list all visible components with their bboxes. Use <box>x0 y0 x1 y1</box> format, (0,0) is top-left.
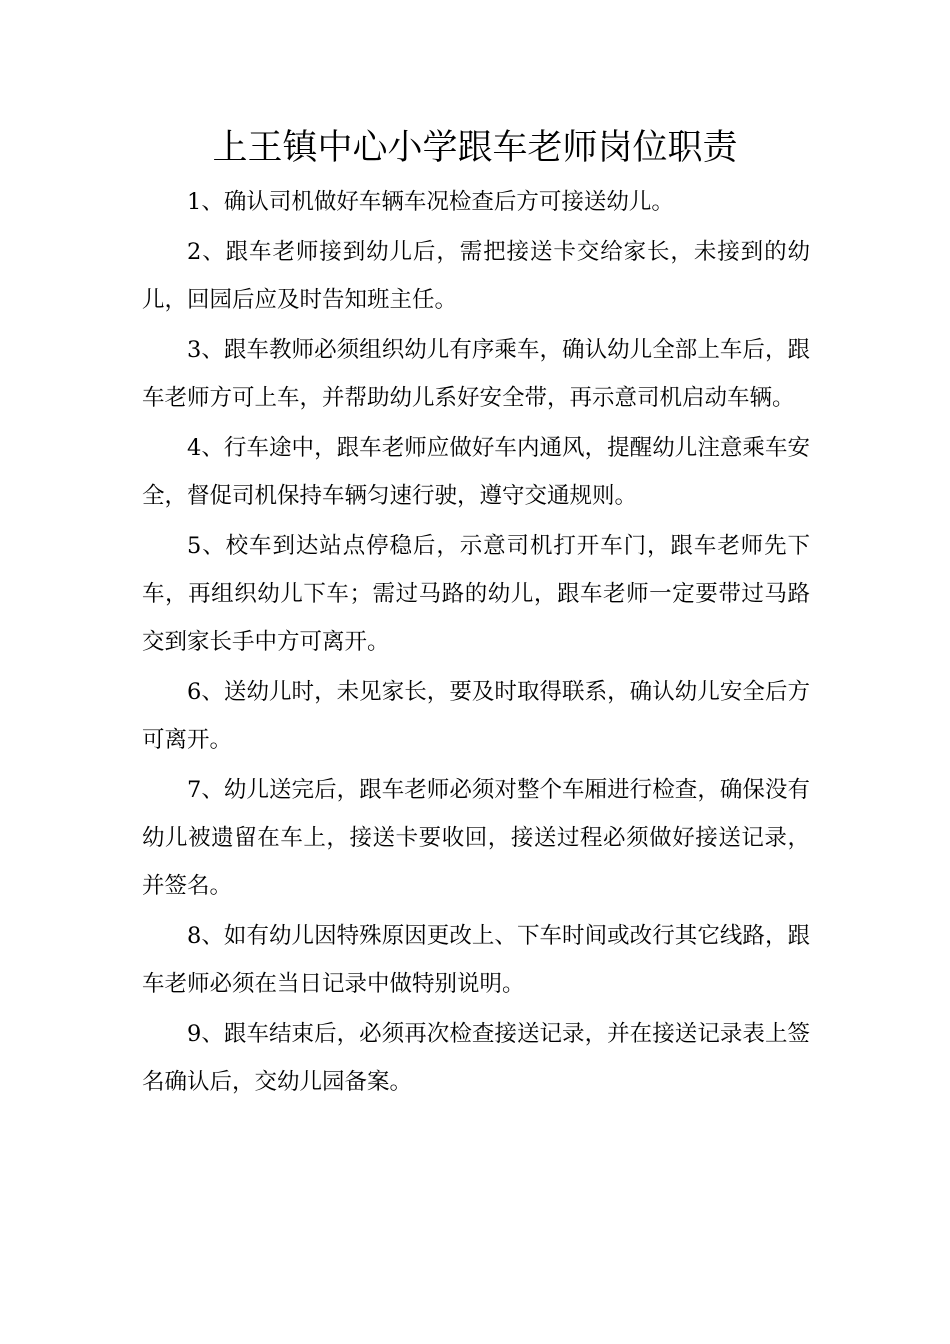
duty-item-8: 8、如有幼儿因特殊原因更改上、下车时间或改行其它线路，跟车老师必须在当日记录中做特别说明。 <box>142 923 810 997</box>
duty-item-7: 7、幼儿送完后，跟车老师必须对整个车厢进行检查，确保没有幼儿被遗留在车上，接送卡要收回，接送过程必须做好接送记录，并签名。 <box>142 777 810 899</box>
duty-item-4: 4、行车途中，跟车老师应做好车内通风，提醒幼儿注意乘车安全，督促司机保持车辆匀速行驶，遵守交通规则。 <box>142 435 810 509</box>
duty-item-2: 2、跟车老师接到幼儿后，需把接送卡交给家长，未接到的幼儿，回园后应及时告知班主任。 <box>142 239 810 313</box>
duty-list <box>142 178 810 1108</box>
duty-item-6: 6、送幼儿时，未见家长，要及时取得联系，确认幼儿安全后方可离开。 <box>142 679 810 753</box>
document-title: 上王镇中心小学跟车老师岗位职责 <box>212 128 738 168</box>
duty-item-9: 9、跟车结束后，必须再次检查接送记录，并在接送记录表上签名确认后，交幼儿园备案。 <box>142 1021 810 1095</box>
duty-item-3: 3、跟车教师必须组织幼儿有序乘车，确认幼儿全部上车后，跟车老师方可上车，并帮助幼儿系好安全带，再示意司机启动车辆。 <box>142 337 810 411</box>
duty-item-1: 1、确认司机做好车辆车况检查后方可接送幼儿。 <box>187 189 674 215</box>
duty-item-5: 5、校车到达站点停稳后，示意司机打开车门，跟车老师先下车，再组织幼儿下车；需过马路的幼儿，跟车老师一定要带过马路交到家长手中方可离开。 <box>142 533 810 655</box>
